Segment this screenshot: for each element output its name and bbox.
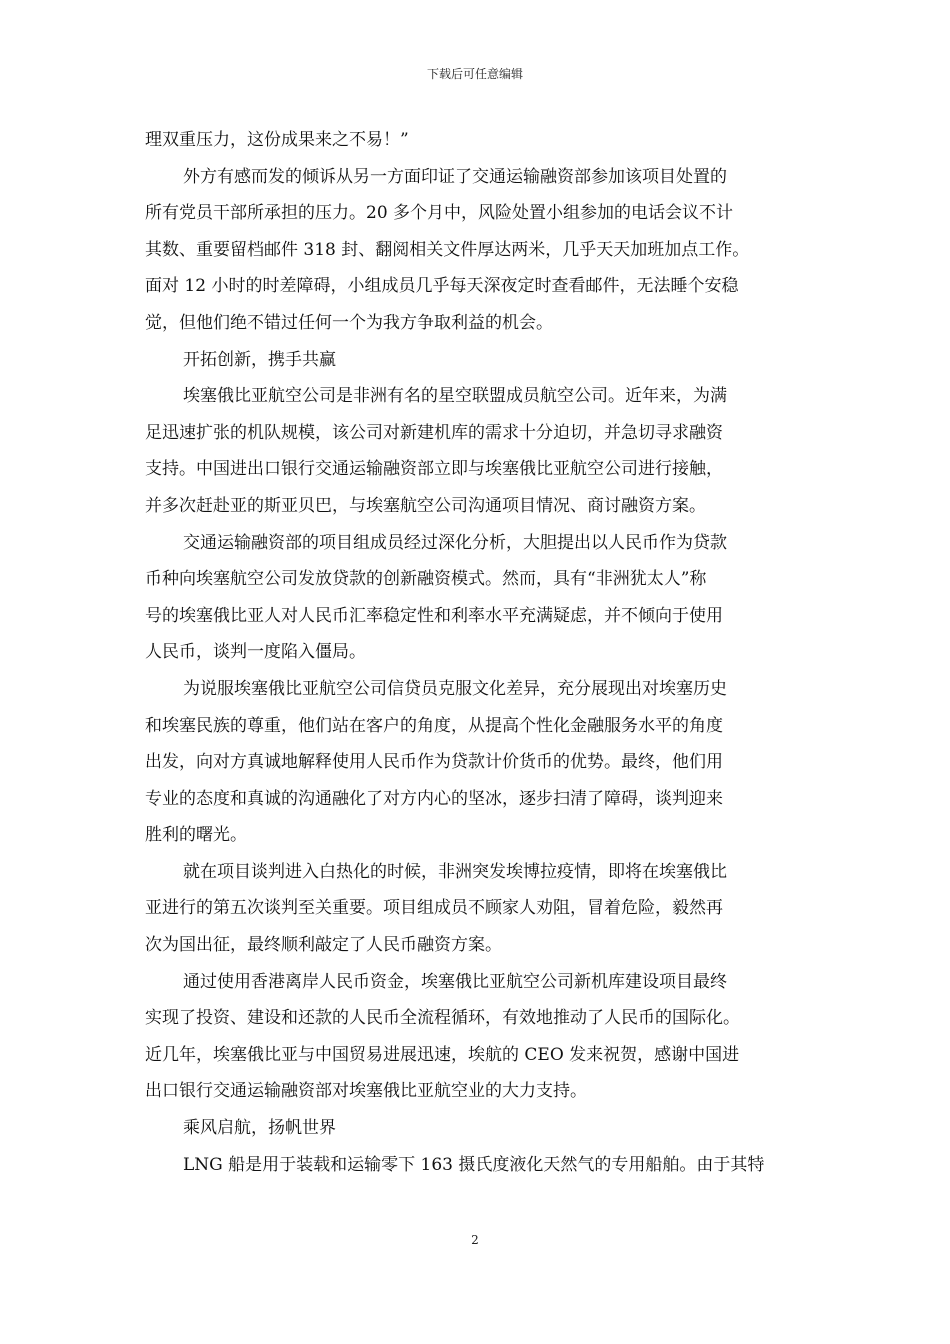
text-line: 所有党员干部所承担的压力。20 多个月中，风险处置小组参加的电话会议不计 bbox=[145, 203, 734, 224]
text-line: 次为国出征，最终顺利敲定了人民币融资方案。 bbox=[145, 935, 502, 956]
text-line: 近几年，埃塞俄比亚与中国贸易进展迅速，埃航的 CEO 发来祝贺，感谢中国进 bbox=[145, 1044, 740, 1065]
text-line: 亚进行的第五次谈判至关重要。项目组成员不顾家人劝阻，冒着危险，毅然再 bbox=[145, 898, 723, 919]
text-line: 出口银行交通运输融资部对埃塞俄比亚航空业的大力支持。 bbox=[145, 1081, 587, 1102]
text-line: 人民币，谈判一度陷入僵局。 bbox=[145, 642, 366, 663]
text-line: 并多次赶赴亚的斯亚贝巴，与埃塞航空公司沟通项目情况、商讨融资方案。 bbox=[145, 495, 706, 516]
text-line: 号的埃塞俄比亚人对人民币汇率稳定性和利率水平充满疑虑，并不倾向于使用 bbox=[145, 605, 723, 626]
page-number: 2 bbox=[471, 1233, 479, 1247]
section-heading: 乘风启航，扬帆世界 bbox=[183, 1118, 336, 1139]
text-line: 和埃塞民族的尊重，他们站在客户的角度，从提高个性化金融服务水平的角度 bbox=[145, 715, 723, 736]
text-line: 专业的态度和真诚的沟通融化了对方内心的坚冰，逐步扫清了障碍，谈判迎来 bbox=[145, 788, 723, 809]
text-line: 交通运输融资部的项目组成员经过深化分析，大胆提出以人民币作为贷款 bbox=[183, 532, 727, 553]
text-line: 为说服埃塞俄比亚航空公司信贷员克服文化差异，充分展现出对埃塞历史 bbox=[183, 678, 727, 699]
text-line: 实现了投资、建设和还款的人民币全流程循环，有效地推动了人民币的国际化。 bbox=[145, 1008, 740, 1029]
text-line: 就在项目谈判进入白热化的时候，非洲突发埃博拉疫情，即将在埃塞俄比 bbox=[183, 861, 727, 882]
text-line: LNG 船是用于装载和运输零下 163 摄氏度液化天然气的专用船舶。由于其特 bbox=[183, 1154, 765, 1175]
text-line: 胜利的曙光。 bbox=[145, 825, 247, 846]
text-line: 通过使用香港离岸人民币资金，埃塞俄比亚航空公司新机库建设项目最终 bbox=[183, 971, 727, 992]
text-line: 埃塞俄比亚航空公司是非洲有名的星空联盟成员航空公司。近年来，为满 bbox=[183, 386, 727, 407]
text-line: 支持。中国进出口银行交通运输融资部立即与埃塞俄比亚航空公司进行接触， bbox=[145, 459, 723, 480]
text-line: 其数、重要留档邮件 318 封、翻阅相关文件厚达两米，几乎天天加班加点工作。 bbox=[145, 239, 750, 260]
text-line: 外方有感而发的倾诉从另一方面印证了交通运输融资部参加该项目处置的 bbox=[183, 166, 727, 187]
text-line: 理双重压力，这份成果来之不易！” bbox=[145, 130, 409, 150]
document-body bbox=[145, 122, 810, 1183]
text-line: 出发，向对方真诚地解释使用人民币作为贷款计价货币的优势。最终，他们用 bbox=[145, 752, 723, 773]
page-header: 下载后可任意编辑 bbox=[426, 67, 523, 81]
text-line: 觉，但他们绝不错过任何一个为我方争取利益的机会。 bbox=[145, 312, 553, 333]
section-heading: 开拓创新，携手共赢 bbox=[183, 349, 336, 370]
text-line: 足迅速扩张的机队规模，该公司对新建机库的需求十分迫切，并急切寻求融资 bbox=[145, 422, 723, 443]
text-line: 币种向埃塞航空公司发放贷款的创新融资模式。然而，具有“非洲犹太人”称 bbox=[145, 569, 707, 590]
text-line: 面对 12 小时的时差障碍，小组成员几乎每天深夜定时查看邮件，无法睡个安稳 bbox=[145, 276, 739, 297]
